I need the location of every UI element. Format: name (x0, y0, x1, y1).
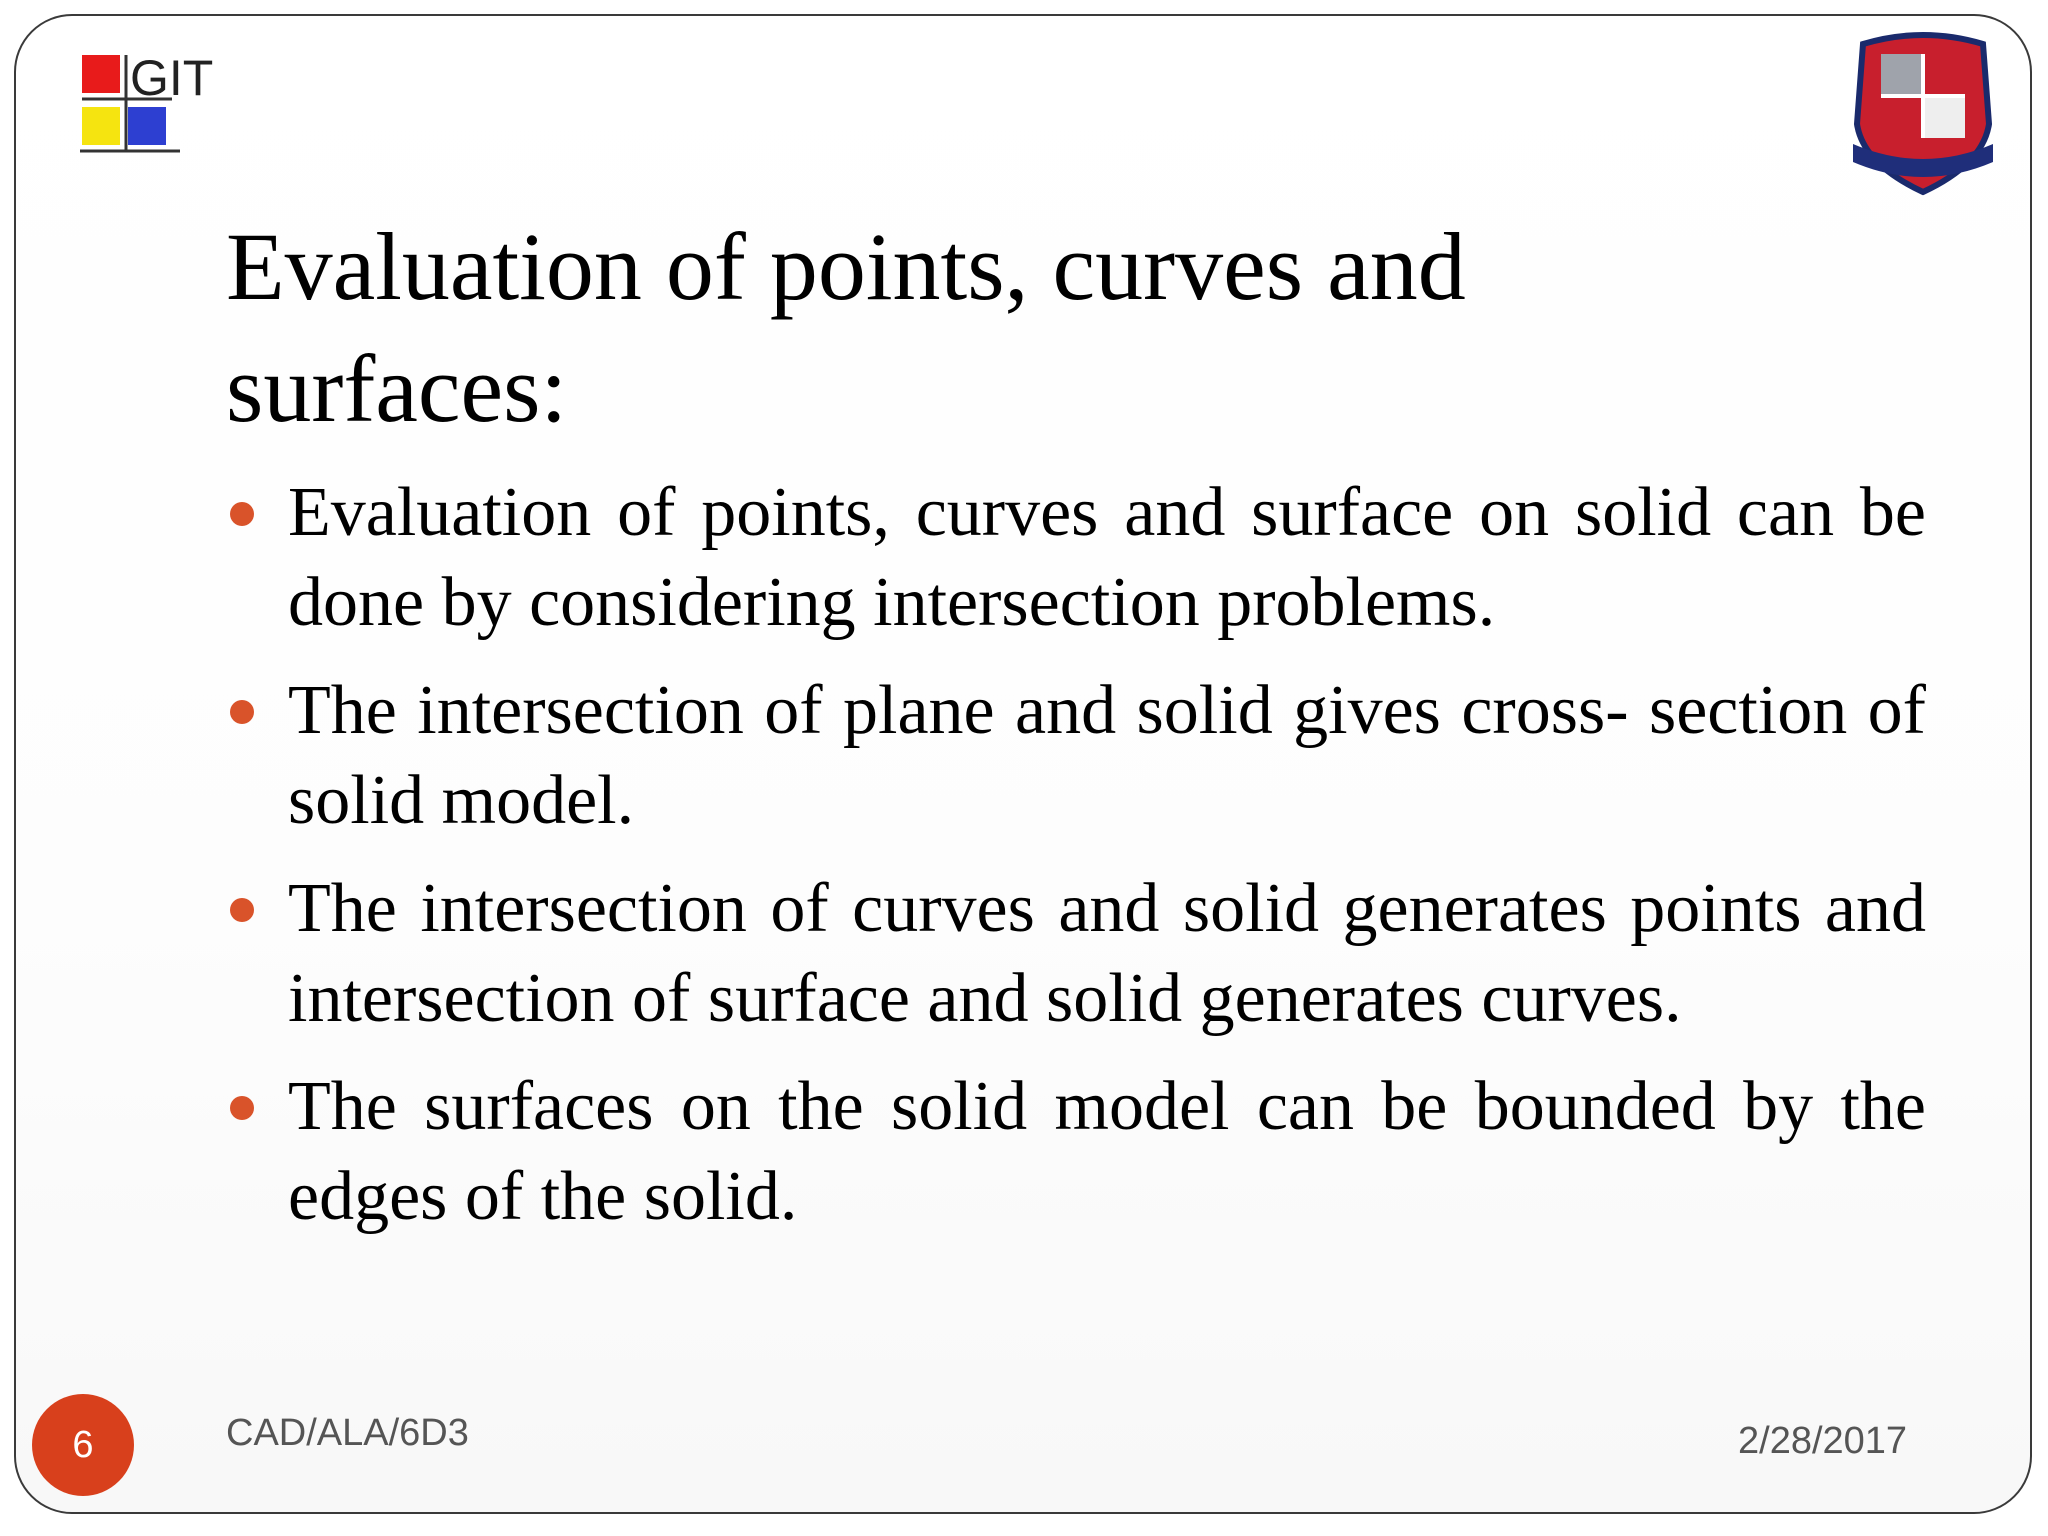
footer-course-code: CAD/ALA/6D3 (226, 1412, 469, 1454)
bullet-item (226, 1062, 1926, 1242)
bullet-dot-icon (230, 502, 254, 526)
git-logo-icon (80, 53, 234, 157)
bullet-item (226, 666, 1926, 846)
bullet-dot-icon (230, 1096, 254, 1120)
bullet-dot-icon (230, 898, 254, 922)
footer-date: 2/28/2017 (1738, 1420, 1908, 1462)
bullet-text: The intersection of plane and solid gives cross- section of solid model. (288, 672, 1926, 839)
bullet-item (226, 864, 1926, 1044)
bullet-text: Evaluation of points, curves and surface on solid can be done by considering intersection problems. (288, 474, 1926, 641)
bullet-item (226, 468, 1926, 648)
bullet-text: The surfaces on the solid model can be bounded by the edges of the solid. (288, 1068, 1926, 1235)
bullet-list (226, 468, 1926, 1260)
slide-title: Evaluation of points, curves and surfaces: (226, 213, 1466, 442)
slide-number-badge: 6 (32, 1394, 134, 1496)
git-logo-text: GIT (130, 53, 214, 106)
bullet-text: The intersection of curves and solid generates points and intersection of surface and solid generates curves. (288, 870, 1926, 1037)
crest-emblem-icon (1843, 24, 2003, 200)
bullet-dot-icon (230, 700, 254, 724)
